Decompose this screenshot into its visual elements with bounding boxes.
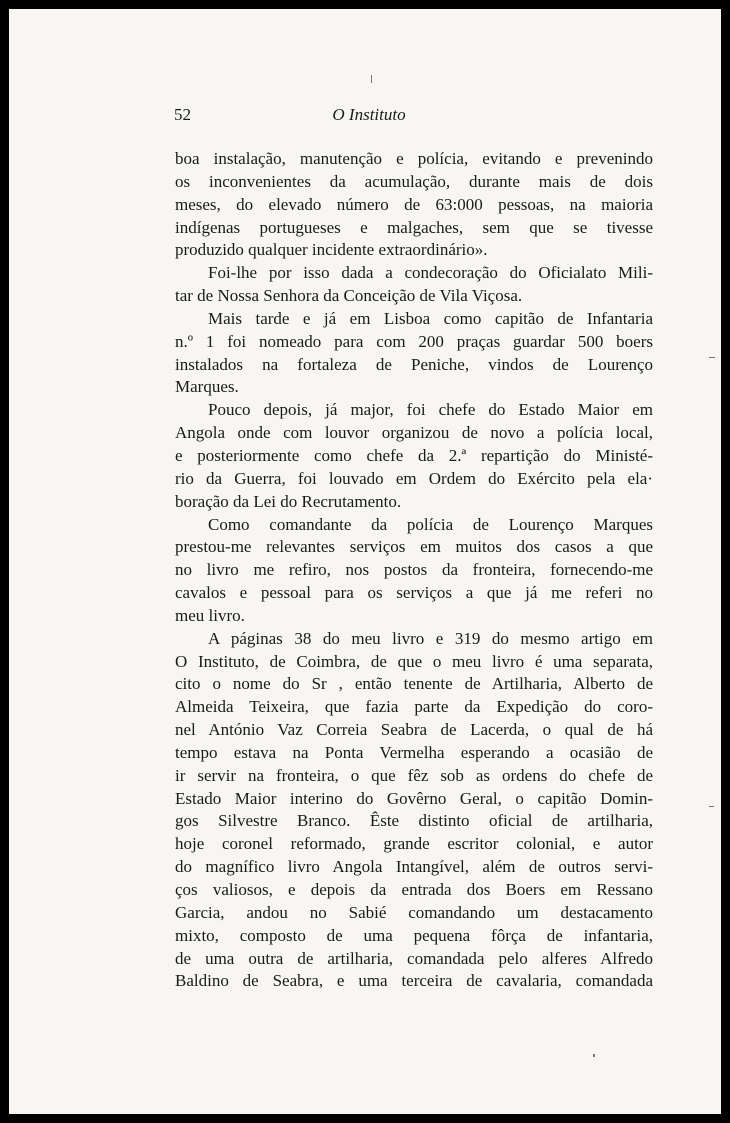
text-line: boração da Lei do Recrutamento. xyxy=(175,491,402,511)
text-line: no livro me refiro, nos postos da fronteira, fornecendo-me xyxy=(175,560,653,580)
book-page xyxy=(9,9,721,1114)
text-line: cito o nome do Sr , então tenente de Artilharia, Alberto de xyxy=(175,674,653,694)
running-title: O Instituto xyxy=(332,105,406,124)
text-line: Baldino de Seabra, e uma terceira de cavalaria, comandada xyxy=(175,971,653,991)
text-line: rio da Guerra, foi louvado em Ordem do Exército pela ela· xyxy=(175,468,653,488)
text-line: ços valiosos, e depois da entrada dos Boers em Ressano xyxy=(175,880,653,899)
text-line: Angola onde com louvor organizou de novo a polícia local, xyxy=(175,423,653,443)
text-line: gos Silvestre Branco. Êste distinto oficial de artilharia, xyxy=(175,811,653,831)
text-line: de uma outra de artilharia, comandada pelo alferes Alfredo xyxy=(175,948,653,968)
stray-mark xyxy=(371,75,372,83)
stray-mark xyxy=(709,357,715,358)
stray-mark xyxy=(593,1054,595,1057)
text-line: meses, do elevado número de 63:000 pessoas, na maioria xyxy=(175,194,653,214)
text-line: instalados na fortaleza de Peniche, vindos de Lourenço xyxy=(175,354,653,374)
running-header xyxy=(174,105,564,129)
text-line: Garcia, andou no Sabié comandando um destacamento xyxy=(175,902,653,922)
text-line: e posteriormente como chefe da 2.ª repartição do Ministé- xyxy=(175,445,653,465)
text-line: prestou-me relevantes serviços em muitos dos casos a que xyxy=(175,537,653,557)
text-line: Como comandante da polícia de Lourenço Marques xyxy=(208,514,653,534)
page-number: 52 xyxy=(174,105,191,124)
text-line: os inconvenientes da acumulação, durante mais de dois xyxy=(175,171,653,191)
text-line: meu livro. xyxy=(175,605,245,625)
text-line: A páginas 38 do meu livro e 319 do mesmo artigo em xyxy=(208,628,653,648)
text-line: boa instalação, manutenção e polícia, evitando e prevenindo xyxy=(175,149,653,168)
text-line: Foi-lhe por isso dada a condecoração do Oficialato Mili- xyxy=(208,263,653,283)
body-text xyxy=(175,148,653,993)
text-line: Estado Maior interino do Govêrno Geral, o capitão Domin- xyxy=(175,788,653,808)
text-line: tar de Nossa Senhora da Conceição de Vila Viçosa. xyxy=(175,286,523,306)
text-line: Pouco depois, já major, foi chefe do Estado Maior em xyxy=(208,400,653,420)
text-line: O Instituto, de Coimbra, de que o meu livro é uma separata, xyxy=(175,651,653,671)
text-line: cavalos e pessoal para os serviços a que já me referi no xyxy=(175,583,653,603)
text-line: indígenas portugueses e malgaches, sem que se tivesse xyxy=(175,217,653,237)
text-line: Marques. xyxy=(175,377,239,397)
stray-mark xyxy=(709,806,714,807)
text-line: n.º 1 foi nomeado para com 200 praças guardar 500 boers xyxy=(175,331,653,351)
text-line: produzido qualquer incidente extraordinário». xyxy=(175,240,488,260)
text-line: hoje coronel reformado, grande escritor colonial, e autor xyxy=(175,834,653,854)
text-line: nel António Vaz Correia Seabra de Lacerda, o qual de há xyxy=(175,720,653,740)
text-line: Mais tarde e já em Lisboa como capitão de Infantaria xyxy=(208,308,653,328)
text-line: Almeida Teixeira, que fazia parte da Expedição do coro- xyxy=(175,697,653,717)
text-line: do magnífico livro Angola Intangível, além de outros servi- xyxy=(175,857,653,877)
text-line: tempo estava na Ponta Vermelha esperando a ocasião de xyxy=(175,742,653,762)
text-line: ir servir na fronteira, o que fêz sob as ordens do chefe de xyxy=(175,765,653,785)
text-line: mixto, composto de uma pequena fôrça de infantaria, xyxy=(175,925,653,945)
